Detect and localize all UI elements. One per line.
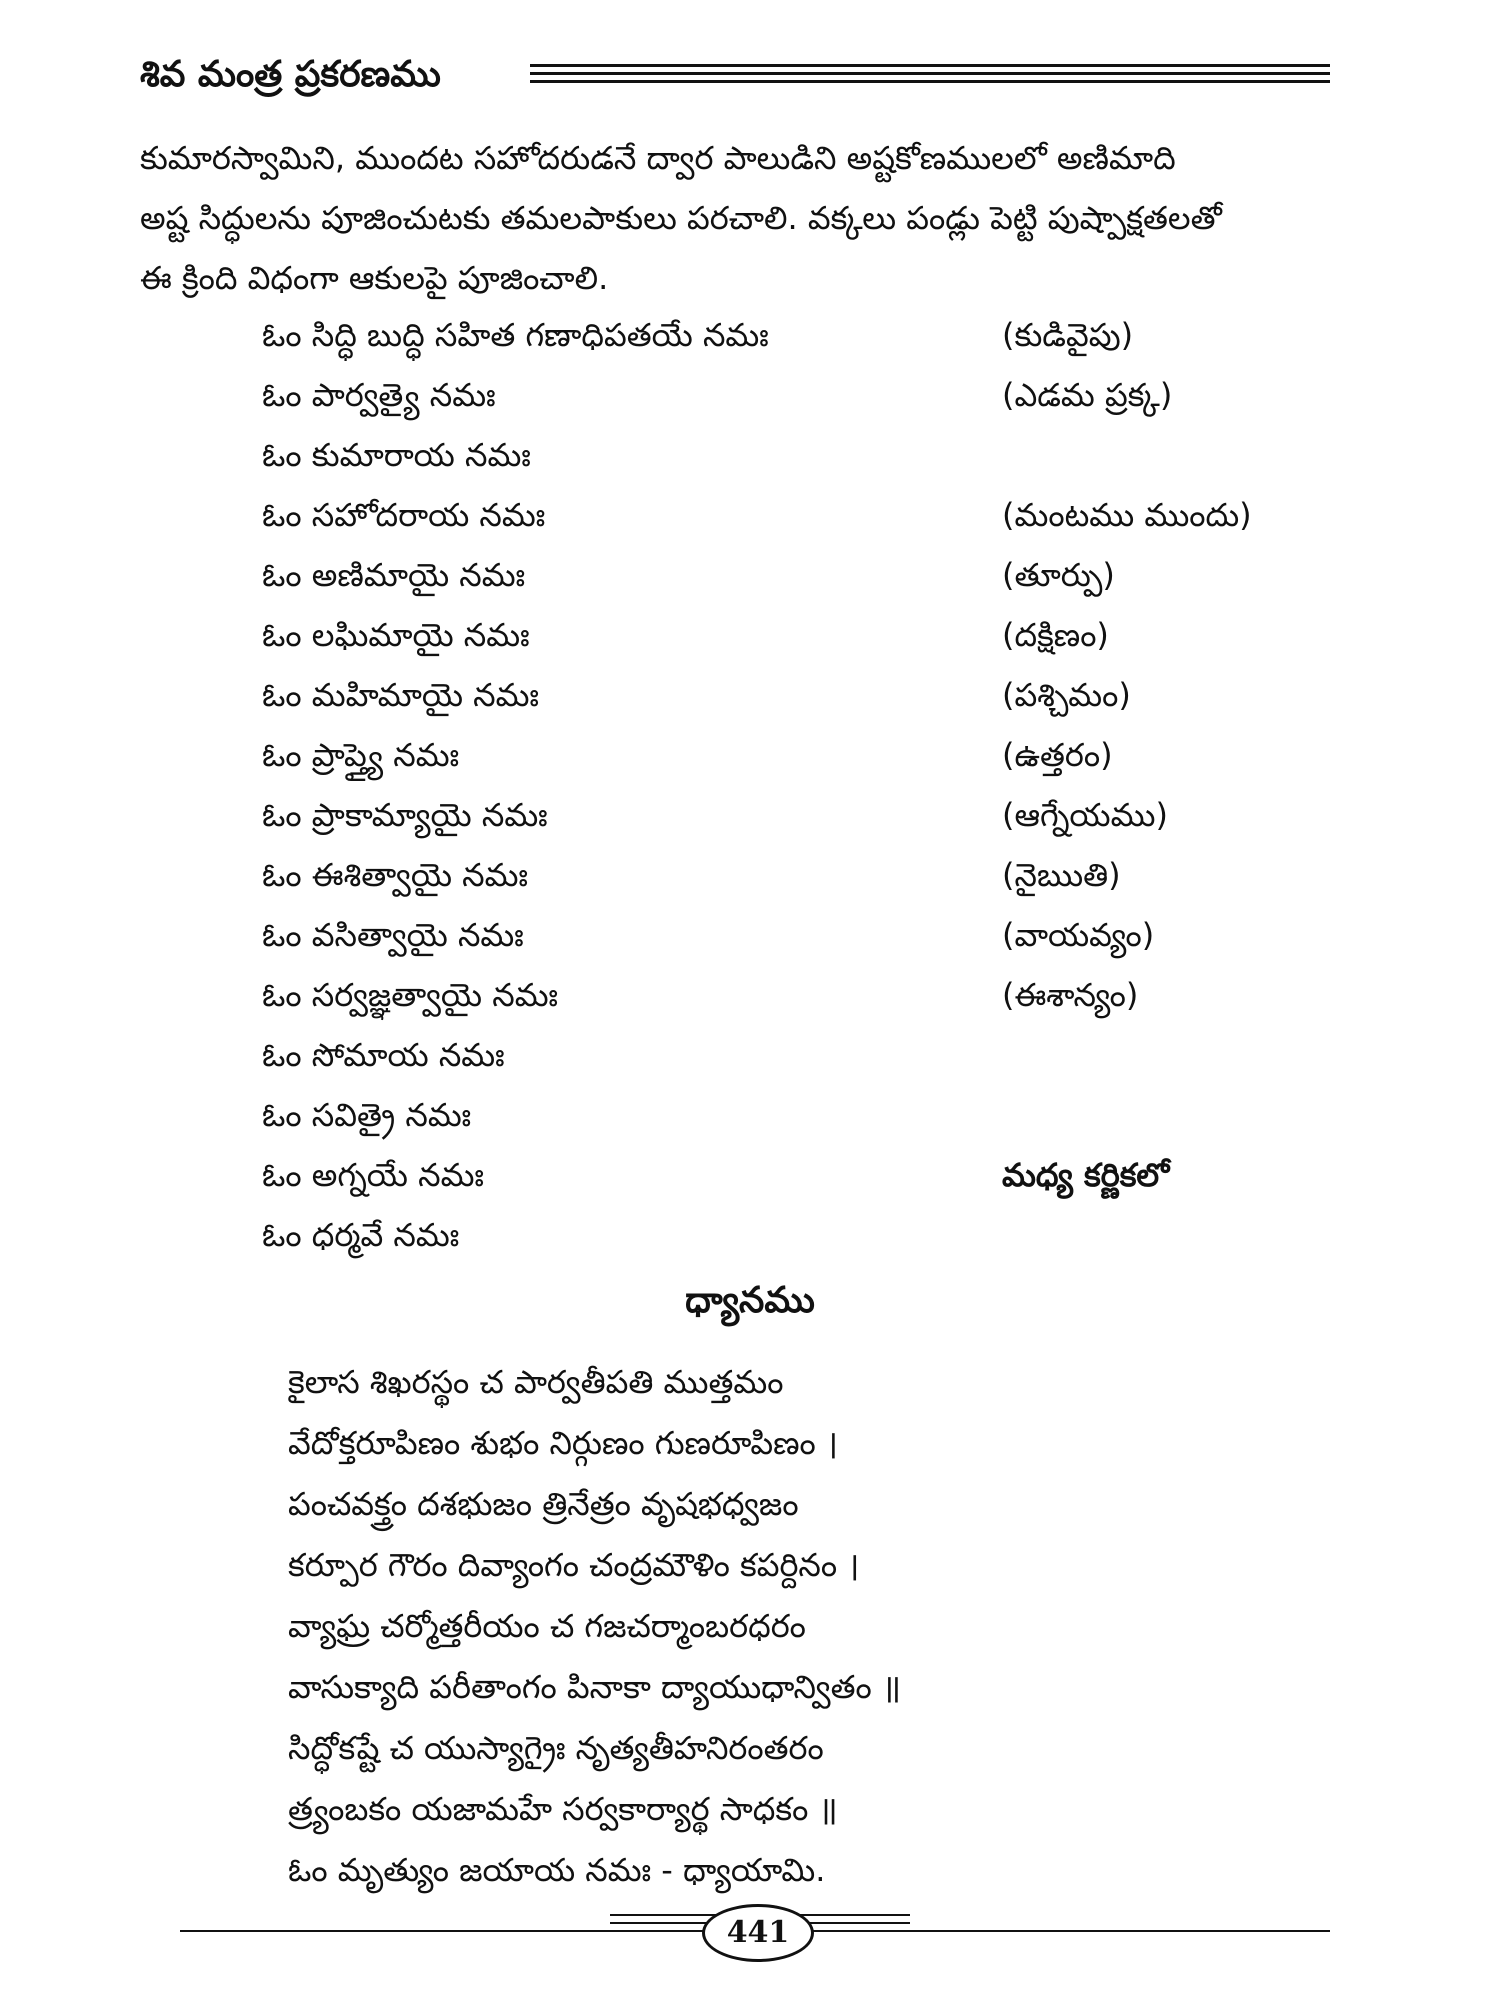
running-title: శివ మంత్ర ప్రకరణము [140,54,441,95]
mantra-direction-note: (ఎడమ ప్రక్క) [1002,376,1173,414]
intro-line: అష్ట సిద్ధులను పూజించుటకు తమలపాకులు పరచాలి. వక్కలు పండ్లు పెట్టి పుష్పాక్షతలతో [140,199,1222,237]
mantra-direction-note: (మంటము ముందు) [1002,496,1252,534]
mantra-row [262,1205,1332,1265]
mantra-text: ఓం అగ్నయే నమః [262,1156,484,1194]
mantra-direction-note: (వాయవ్యం) [1002,916,1155,954]
mantra-direction-note: (కుడివైపు) [1002,316,1134,354]
mantra-direction-note: (ఉత్తరం) [1002,736,1113,774]
mantra-direction-note: (నైఋతి) [1002,856,1121,894]
page-header [140,48,1330,108]
mantra-row [262,545,1332,605]
mantra-row [262,1085,1332,1145]
mantra-row [262,365,1332,425]
mantra-text: ఓం పార్వత్యై నమః [262,376,496,414]
mantra-position-note: మధ్య కర్ణికలో [1002,1156,1170,1194]
verse-line: సిద్ధోకష్టే చ యుస్యాగ్రైః నృత్యతీహనిరంతరం [288,1729,824,1767]
mantra-text: ఓం మహిమాయై నమః [262,676,539,714]
verse-line: ఓం మృత్యుం జయాయ నమః - ధ్యాయామి. [288,1851,826,1889]
mantra-row [262,845,1332,905]
verse-line: పంచవక్త్రం దశభుజం త్రినేత్రం వృషభధ్వజం [288,1485,799,1523]
page-number: 441 [702,1904,814,1962]
mantra-text: ఓం సోమాయ నమః [262,1036,505,1074]
header-rule-lines [530,64,1330,88]
mantra-text: ఓం వసిత్వాయై నమః [262,916,524,954]
mantra-text: ఓం సవిత్రై నమః [262,1096,472,1134]
mantra-row [262,425,1332,485]
mantra-text: ఓం అణిమాయై నమః [262,556,526,594]
mantra-row [262,485,1332,545]
section-heading: ధ్యానము [685,1280,815,1321]
verse-line: కర్పూర గౌరం దివ్యాంగం చంద్రమౌళిం కపర్దినం । [288,1546,860,1584]
verse-line: వాసుక్యాది పరీతాంగం పినాకా ద్యాయుధాన్వితం ॥ [288,1668,902,1706]
mantra-direction-note: (దక్షిణం) [1002,616,1109,654]
mantra-row [262,1145,1332,1205]
mantra-text: ఓం కుమారాయ నమః [262,436,531,474]
intro-paragraph [140,128,1330,308]
mantra-text: ఓం సర్వజ్ఞత్వాయై నమః [262,976,559,1014]
mantra-direction-note: (పశ్చిమం) [1002,676,1131,714]
verse-line: కైలాస శిఖరస్థం చ పార్వతీపతి ముత్తమం [288,1363,784,1401]
intro-line: ఈ క్రింది విధంగా ఆకులపై పూజించాలి. [140,259,609,297]
mantra-row [262,725,1332,785]
mantra-direction-note: (ఆగ్నేయము) [1002,796,1168,834]
verse-line: వేదోక్తరూపిణం శుభం నిర్గుణం గుణరూపిణం । [288,1424,839,1462]
mantra-row [262,665,1332,725]
verse-line: వ్యాఘ్ర చర్మోత్తరీయం చ గజచర్మాంబరధరం [288,1607,806,1645]
verse-line: త్ర్యంబకం యజామహే సర్వకార్యార్థ సాధకం ॥ [288,1790,838,1828]
mantra-direction-note: (తూర్పు) [1002,556,1115,594]
mantra-row [262,905,1332,965]
dhyana-verse [288,1352,1288,1901]
mantra-row [262,605,1332,665]
mantra-text: ఓం సహోదరాయ నమః [262,496,546,534]
mantra-text: ఓం ధర్మవే నమః [262,1216,460,1254]
mantra-text: ఓం సిద్ధి బుద్ధి సహిత గణాధిపతయే నమః [262,316,769,354]
mantra-text: ఓం ఈశిత్వాయై నమః [262,856,528,894]
mantra-row [262,785,1332,845]
mantra-list [262,305,1332,1265]
mantra-text: ఓం ప్రాకామ్యాయై నమః [262,796,548,834]
mantra-row [262,1025,1332,1085]
mantra-row [262,965,1332,1025]
mantra-text: ఓం ప్రాప్త్యై నమః [262,736,460,774]
mantra-text: ఓం లఘిమాయై నమః [262,616,530,654]
intro-line: కుమారస్వామిని, ముందట సహోదరుడనే ద్వార పాలుడిని అష్టకోణములలో అణిమాది [140,139,1176,177]
mantra-direction-note: (ఈశాన్యం) [1002,976,1139,1014]
page-footer [180,1900,1330,1960]
mantra-row [262,305,1332,365]
